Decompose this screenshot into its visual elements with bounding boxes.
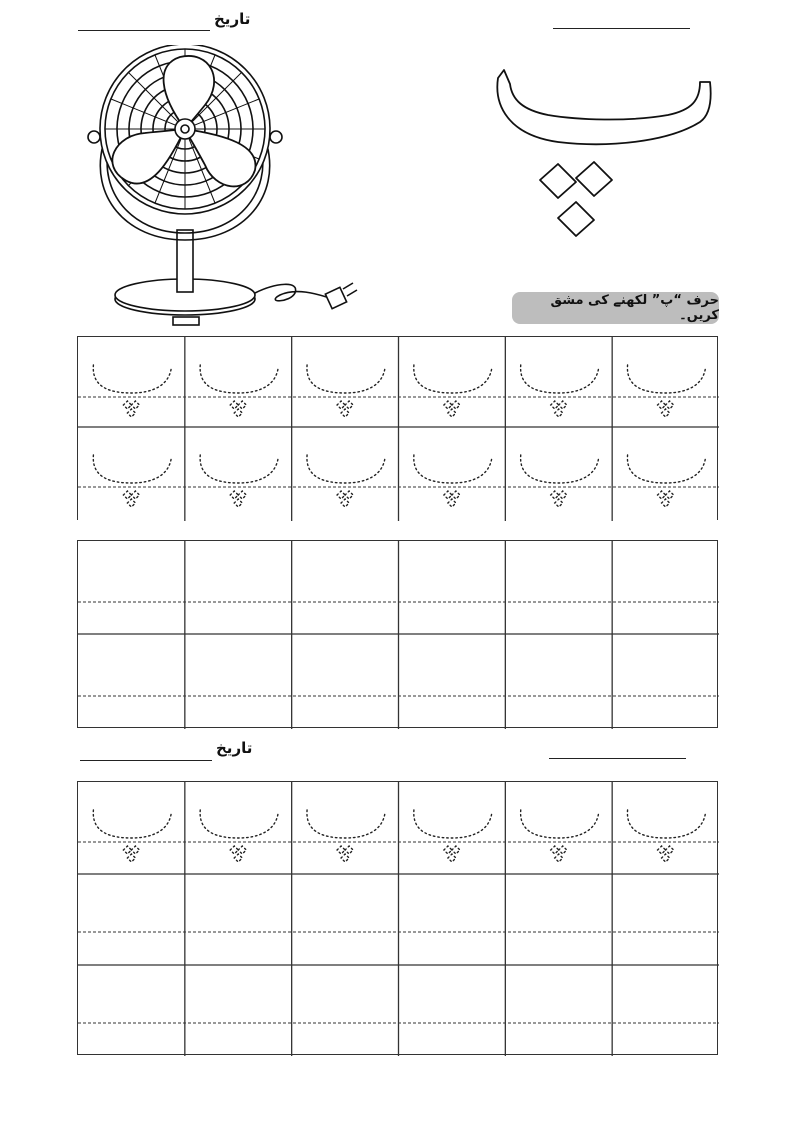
traced-letter-pe bbox=[307, 455, 385, 507]
traced-letter-pe bbox=[200, 365, 278, 417]
letter-pe-outline-icon bbox=[488, 60, 728, 250]
traced-letter-pe bbox=[521, 810, 599, 862]
tracing-grid-1 bbox=[77, 336, 718, 520]
letter-pe-large bbox=[488, 60, 728, 250]
practice-grid-2-svg bbox=[78, 541, 719, 729]
traced-letter-pe bbox=[414, 810, 492, 862]
traced-letter-pe bbox=[200, 455, 278, 507]
tracing-grid-3 bbox=[77, 781, 718, 1055]
date-line-bottom bbox=[80, 760, 212, 761]
name-line-top bbox=[553, 28, 690, 29]
traced-letter-pe bbox=[627, 810, 705, 862]
name-line-bottom bbox=[549, 758, 686, 759]
practice-grid-2 bbox=[77, 540, 718, 728]
traced-letter-pe bbox=[307, 365, 385, 417]
traced-letter-pe bbox=[414, 455, 492, 507]
traced-letter-pe bbox=[627, 455, 705, 507]
date-label-bottom: تاریخ bbox=[216, 739, 253, 757]
traced-letter-pe bbox=[93, 810, 171, 862]
instruction-text: حرف “پ” لکھنے کی مشق کریں۔ bbox=[550, 293, 719, 323]
traced-letter-pe bbox=[93, 365, 171, 417]
table-fan-illustration bbox=[85, 45, 375, 330]
tracing-grid-1-svg bbox=[78, 337, 719, 521]
date-line-top bbox=[78, 30, 210, 31]
date-label-top: تاریخ bbox=[214, 10, 251, 28]
traced-letter-pe bbox=[414, 365, 492, 417]
traced-letter-pe bbox=[521, 455, 599, 507]
traced-letter-pe bbox=[200, 810, 278, 862]
tracing-grid-3-svg bbox=[78, 782, 719, 1056]
traced-letter-pe bbox=[627, 365, 705, 417]
traced-letter-pe bbox=[307, 810, 385, 862]
instruction-banner bbox=[512, 292, 719, 324]
traced-letter-pe bbox=[93, 455, 171, 507]
traced-letter-pe bbox=[521, 365, 599, 417]
fan-icon bbox=[85, 45, 375, 330]
